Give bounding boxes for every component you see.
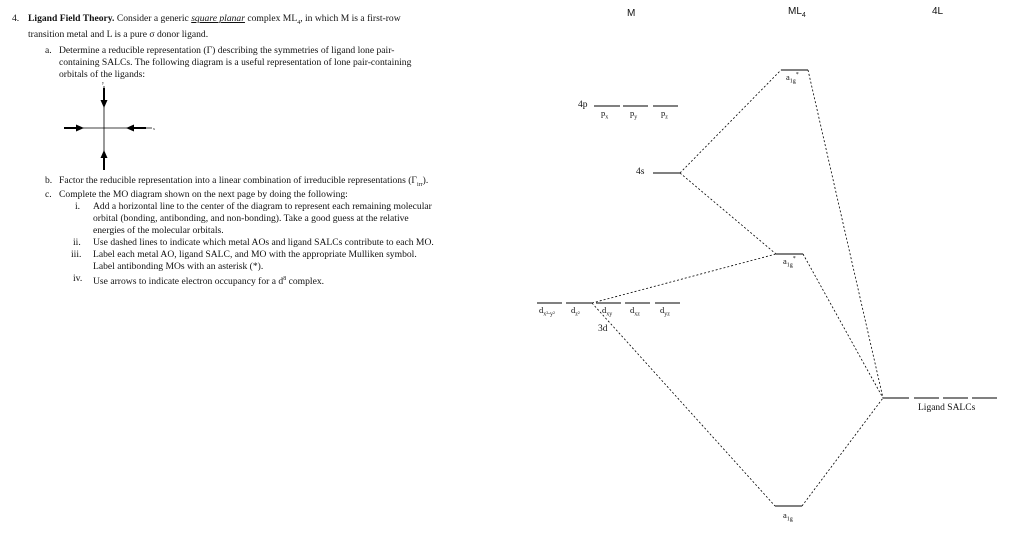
part-c-iii-line-1: Label each metal AO, ligand SALC, and MO with the appropriate Mulliken symbol. bbox=[93, 249, 417, 260]
part-a-label: a. bbox=[45, 45, 52, 56]
x-axis-label: x bbox=[153, 126, 155, 131]
intro-c: complex ML bbox=[247, 13, 298, 24]
energy-levels bbox=[537, 70, 997, 506]
intro-d: , in which M is a first-row bbox=[300, 13, 401, 24]
part-a-line-3: orbitals of the ligands: bbox=[59, 69, 146, 80]
part-b-end: ). bbox=[422, 175, 429, 186]
label-px: $p_x$ bbox=[601, 108, 609, 121]
label-ligand-salcs: Ligand SALCs bbox=[918, 403, 976, 413]
label-dxz: $d_{xz}$ bbox=[630, 305, 640, 318]
correlation-lines bbox=[592, 70, 883, 506]
label-4s: 4s bbox=[636, 167, 645, 177]
corr-4s-mid bbox=[680, 173, 776, 254]
label-3d: 3d bbox=[598, 324, 608, 334]
col-header-m: M bbox=[627, 8, 636, 19]
col-header-ml4 bbox=[788, 6, 806, 19]
question-title: Ligand Field Theory. bbox=[28, 13, 115, 24]
col-header-ml4-sub: 4 bbox=[801, 12, 806, 19]
part-c-iv-label: iv. bbox=[73, 273, 83, 284]
label-a1g-star-top: $a_{1g}^*$ bbox=[786, 72, 799, 85]
part-c-text: Complete the MO diagram shown on the next page by doing the following: bbox=[59, 189, 348, 200]
label-dx2y2: $d_{x^2-y^2}$ bbox=[539, 305, 555, 318]
label-a1g-star-mid: $a_{1g}^*$ bbox=[783, 256, 796, 269]
part-c-iii-label: iii. bbox=[71, 249, 82, 260]
part-c-ii-label: ii. bbox=[73, 237, 81, 248]
label-a1g-bonding: $a_{1g}$ bbox=[783, 510, 793, 523]
corr-dz2-mid bbox=[592, 254, 776, 303]
corr-dz2-bot bbox=[592, 303, 775, 506]
part-b-label: b. bbox=[45, 175, 53, 186]
col-header-4l: 4L bbox=[932, 6, 944, 17]
intro-line2: transition metal and L is a pure σ donor ligand. bbox=[28, 28, 209, 40]
question-number: 4. bbox=[12, 13, 20, 24]
part-c-i-line-2: orbital (bonding, antibonding, and non-bonding). Take a good guess at the relative bbox=[93, 213, 409, 224]
part-c-iv-sup: 8 bbox=[283, 276, 287, 282]
part-c-i-line-1: Add a horizontal line to the center of the diagram to represent each remaining molecular bbox=[93, 201, 432, 212]
label-dxy: $d_{xy}$ bbox=[602, 305, 613, 318]
part-c-label: c. bbox=[45, 189, 52, 200]
corr-salc-mid bbox=[803, 254, 883, 398]
corr-4s-top bbox=[680, 70, 781, 173]
col-header-ml4-text: ML bbox=[788, 6, 802, 17]
part-c-iv-line-1: Use arrows to indicate electron occupancy for a d bbox=[93, 276, 284, 288]
part-a-line-1: Determine a reducible representation (Γ) describing the symmetries of ligand lone pair- bbox=[59, 45, 395, 56]
label-py: $p_y$ bbox=[630, 108, 638, 121]
intro-c-sub: 4 bbox=[297, 19, 301, 26]
part-c-i-label: i. bbox=[75, 201, 81, 212]
corr-salc-top bbox=[808, 70, 883, 398]
part-b-text: Factor the reducible representation into a linear combination of irreducible representations (Γ bbox=[59, 175, 417, 186]
corr-salc-bot bbox=[802, 398, 883, 506]
part-a-line-2: containing SALCs. The following diagram is a useful representation of lone pair-containing bbox=[59, 57, 412, 68]
part-c-ii-line-1: Use dashed lines to indicate which metal AOs and ligand SALCs contribute to each MO. bbox=[93, 237, 434, 248]
label-dz2: $d_{z^2}$ bbox=[571, 305, 580, 318]
part-c-iii-line-2: Label antibonding MOs with an asterisk (*). bbox=[93, 261, 264, 272]
label-4p: 4p bbox=[578, 100, 588, 110]
label-pz: $p_z$ bbox=[661, 108, 668, 121]
y-axis-label: y bbox=[102, 80, 104, 85]
part-b-sub: irr bbox=[416, 181, 423, 188]
intro-a: Consider a generic bbox=[116, 13, 189, 24]
part-c-iv-line-2: complex. bbox=[288, 276, 325, 288]
label-dyz: $d_{yz}$ bbox=[660, 305, 670, 318]
intro-square-planar: square planar bbox=[191, 13, 245, 24]
part-c-i-line-3: energies of the molecular orbitals. bbox=[93, 225, 224, 236]
